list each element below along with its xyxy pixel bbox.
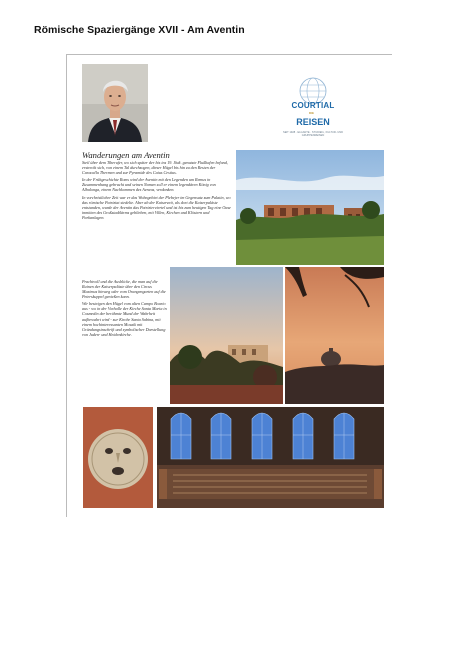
page-title: Römische Spaziergänge XVII - Am Aventin bbox=[34, 24, 245, 36]
logo-word-reisen: REISEN bbox=[296, 117, 330, 127]
photo-santa-sabina-windows bbox=[157, 407, 384, 508]
logo-word-die: DIE bbox=[309, 111, 315, 115]
photo-st-peters-dome bbox=[285, 267, 384, 404]
author-portrait bbox=[82, 64, 148, 142]
article-text-top bbox=[82, 160, 232, 222]
flyer-border-top bbox=[66, 54, 392, 55]
paragraph: Steil über dem Tiberufer, wo sich später der bis ins 19. Jhdt. genutzte Flußhafen befand, erstreckt sich, von einem Tal durchzogen, dieser Hügel bis hin zu den Resten der Caracalla Thermen und zur Pyramide des Caius Cestius. bbox=[82, 160, 228, 176]
article-heading: Wanderungen am Aventin bbox=[82, 150, 170, 160]
photo-sunset-city bbox=[170, 267, 283, 404]
photo-palatine-ruins bbox=[236, 150, 384, 265]
flyer-border-left bbox=[66, 54, 67, 517]
logo-tagline: SEIT 1928 · ELGANTE · STUDIEN-, KULTUR- UND GRUPPENREISEN bbox=[283, 131, 344, 137]
paragraph: In vorchristlicher Zeit war er das Wohngebiet der Plebejer im Gegensatz zum Palatin, wo das römische Patriziat siedelte. Aber ab der Kaiserzeit, als dort die Kaiserpaläste entstanden, wurde der Aventin das Patrizierviertel und ist bis zum heutigen Tag eine Oase inmitten des Großstadtlärms geblieben, mit Villen, Kirchen und Klöstern und Parkanlagen. bbox=[82, 194, 231, 220]
courtial-logo bbox=[283, 76, 343, 140]
photo-bocca-della-verita bbox=[83, 407, 153, 508]
logo-word-courtial: COURTIAL bbox=[291, 101, 335, 110]
paragraph: Wir besteigen den Hügel vom alten Campo Boario aus - wo in der Vorhalle der Kirche Santa Maria in Cosmedin der berühmte Mund der Wahrheit aufbewahrt wird - zur Kirche Santa Sabina, mit einem hochinteressanten Mosaik mit Gründungsinschrift und symbolischer Darstellung von Juden- und Heidenkirche. bbox=[82, 301, 167, 337]
paragraph: Prachtvoll und die Ausblicke, die man auf die Ruinen der Kaiserpaläste über den Circus Maximus hinweg oder vom Orangengarten auf die Peterskuppel genießen kann. bbox=[82, 279, 166, 300]
paragraph: In der Frühgeschichte Roms wird der Aventin mit den Legenden um Remus in Zusammenhang gebracht und seinen Namen soll er einem legendären König von Albalonga, einem Nachkommen des Aeneas, verdanken. bbox=[82, 177, 216, 193]
article-text-bottom bbox=[82, 279, 167, 339]
